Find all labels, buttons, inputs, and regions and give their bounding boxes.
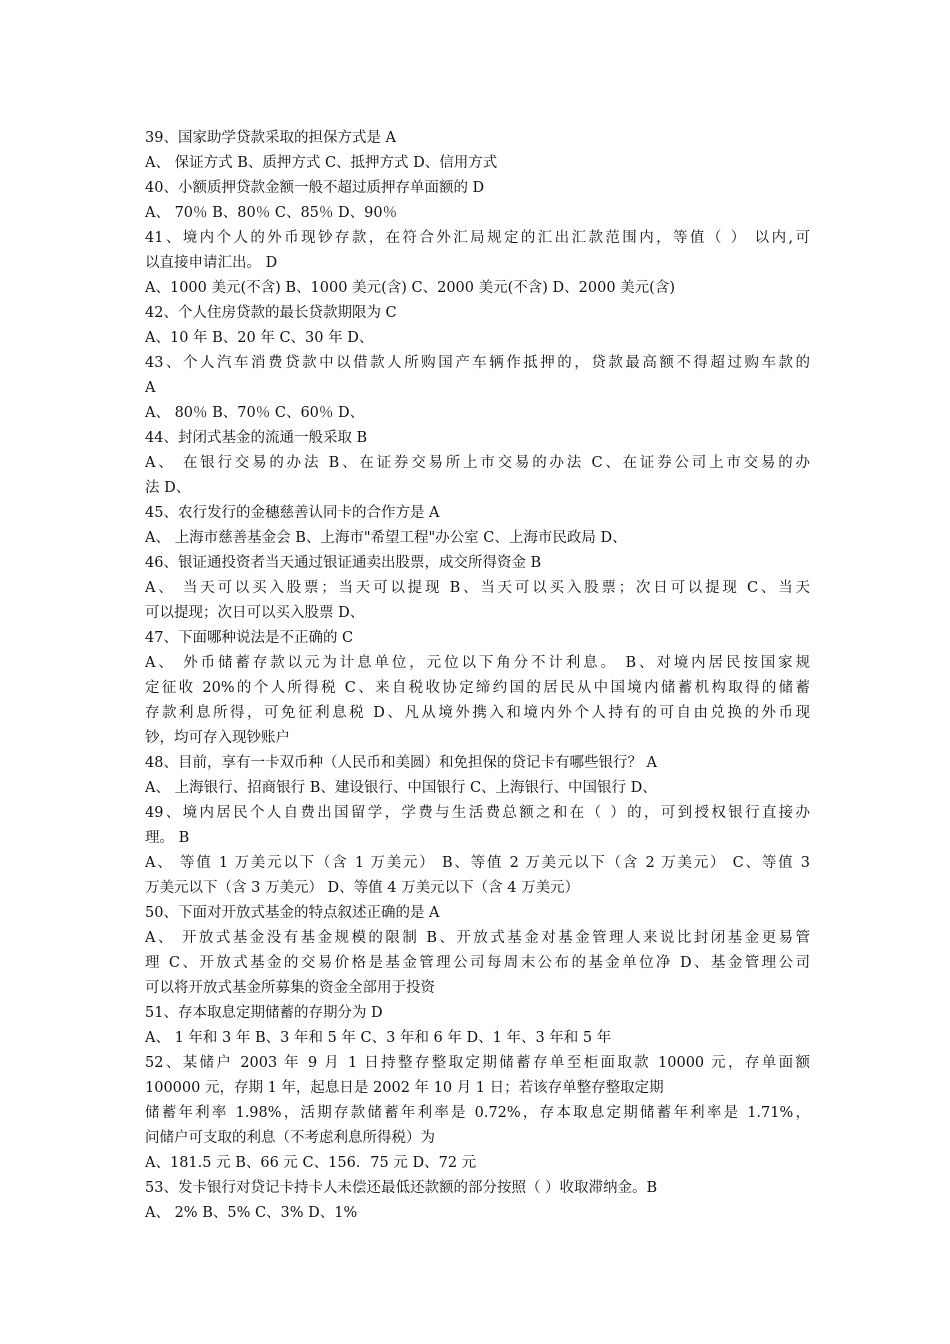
text-line: A、1000 美元(不含) B、1000 美元(含) C、2000 美元(不含) D、2000 美元(含) <box>145 280 675 296</box>
text-line: 43、个人汽车消费贷款中以借款人所购国产车辆作抵押的，贷款最高额不得超过购车款的 <box>145 355 810 371</box>
text-line: A、10 年 B、20 年 C、30 年 D、 <box>145 330 374 346</box>
text-line: 42、个人住房贷款的最长贷款期限为 C <box>145 305 397 321</box>
text-line: 41、境内个人的外币现钞存款，在符合外汇局规定的汇出汇款范围内，等值（ ） 以内,可 <box>145 230 810 246</box>
text-line: 储蓄年利率 1.98%，活期存款储蓄年利率是 0.72%，存本取息定期储蓄年利率是 1.71%， <box>145 1105 810 1121</box>
text-line: 存款利息所得，可免征利息税 D、凡从境外携入和境内外个人持有的可自由兑换的外币现 <box>145 705 810 721</box>
text-line: 理。 B <box>145 830 190 846</box>
document-body <box>145 126 810 1226</box>
text-line: A、 等值 1 万美元以下（含 1 万美元） B、等值 2 万美元以下（含 2 万美元） C、等值 3 <box>145 855 810 871</box>
text-line: A、181.5 元 B、66 元 C、156．75 元 D、72 元 <box>145 1155 477 1171</box>
text-line: 理 C、开放式基金的交易价格是基金管理公司每周末公布的基金单位净 D、基金管理公司 <box>145 955 810 971</box>
text-line: 44、封闭式基金的流通一般采取 B <box>145 430 368 446</box>
text-line: 46、银证通投资者当天通过银证通卖出股票，成交所得资金 B <box>145 555 542 571</box>
text-line: A、 2% B、5% C、3% D、1% <box>145 1205 358 1221</box>
text-line: 50、下面对开放式基金的特点叙述正确的是 A <box>145 905 440 921</box>
text-line: 钞，均可存入现钞账户 <box>145 730 290 746</box>
text-line: 39、国家助学贷款采取的担保方式是 A <box>145 130 397 146</box>
text-line: A、 保证方式 B、质押方式 C、抵押方式 D、信用方式 <box>145 155 498 171</box>
text-line: 48、目前，享有一卡双币种（人民币和美圆）和免担保的贷记卡有哪些银行？ A <box>145 755 658 771</box>
text-line: 以直接申请汇出。 D <box>145 255 278 271</box>
text-line: 可以提现；次日可以买入股票 D、 <box>145 605 365 621</box>
text-line: A、 上海银行、招商银行 B、建设银行、中国银行 C、上海银行、中国银行 D、 <box>145 780 657 796</box>
text-line: A、 1 年和 3 年 B、3 年和 5 年 C、3 年和 6 年 D、1 年、3 年和 5 年 <box>145 1030 612 1046</box>
text-line: 万美元以下（含 3 万美元） D、等值 4 万美元以下（含 4 万美元） <box>145 880 580 896</box>
text-line: 53、发卡银行对贷记卡持卡人未偿还最低还款额的部分按照（ ）收取滞纳金。B <box>145 1180 658 1196</box>
text-line: 49、境内居民个人自费出国留学，学费与生活费总额之和在（ ）的，可到授权银行直接办 <box>145 805 810 821</box>
text-line: A、 80％ B、70％ C、60％ D、 <box>145 405 365 421</box>
text-line: 40、小额质押贷款金额一般不超过质押存单面额的 D <box>145 180 485 196</box>
text-line: A、 70％ B、80％ C、85％ D、90％ <box>145 205 398 221</box>
text-line: 51、存本取息定期储蓄的存期分为 D <box>145 1005 383 1021</box>
text-line: 100000 元，存期 1 年，起息日是 2002 年 10 月 1 日；若该存单整存整取定期 <box>145 1080 664 1096</box>
text-line: 可以将开放式基金所募集的资金全部用于投资 <box>145 980 435 996</box>
text-line: 45、农行发行的金穗慈善认同卡的合作方是 A <box>145 505 440 521</box>
text-line: A、 外币储蓄存款以元为计息单位，元位以下角分不计利息。 B、对境内居民按国家规 <box>145 655 810 671</box>
text-line: 47、下面哪种说法是不正确的 C <box>145 630 354 646</box>
text-line: A、 在银行交易的办法 B、在证券交易所上市交易的办法 C、在证券公司上市交易的办 <box>145 455 810 471</box>
text-line: A、 开放式基金没有基金规模的限制 B、开放式基金对基金管理人来说比封闭基金更易管 <box>145 930 810 946</box>
text-line: A <box>145 380 156 396</box>
text-line: 问储户可支取的利息（不考虑利息所得税）为 <box>145 1130 435 1146</box>
text-line: A、 上海市慈善基金会 B、上海市"希望工程"办公室 C、上海市民政局 D、 <box>145 530 627 546</box>
text-line: 定征收 20%的个人所得税 C、来自税收协定缔约国的居民从中国境内储蓄机构取得的储蓄 <box>145 680 810 696</box>
text-line: A、 当天可以买入股票；当天可以提现 B、当天可以买入股票；次日可以提现 C、当天 <box>145 580 810 596</box>
text-line: 法 D、 <box>145 480 191 496</box>
text-line: 52、某储户 2003 年 9 月 1 日持整存整取定期储蓄存单至柜面取款 10000 元，存单面额 <box>145 1055 810 1071</box>
